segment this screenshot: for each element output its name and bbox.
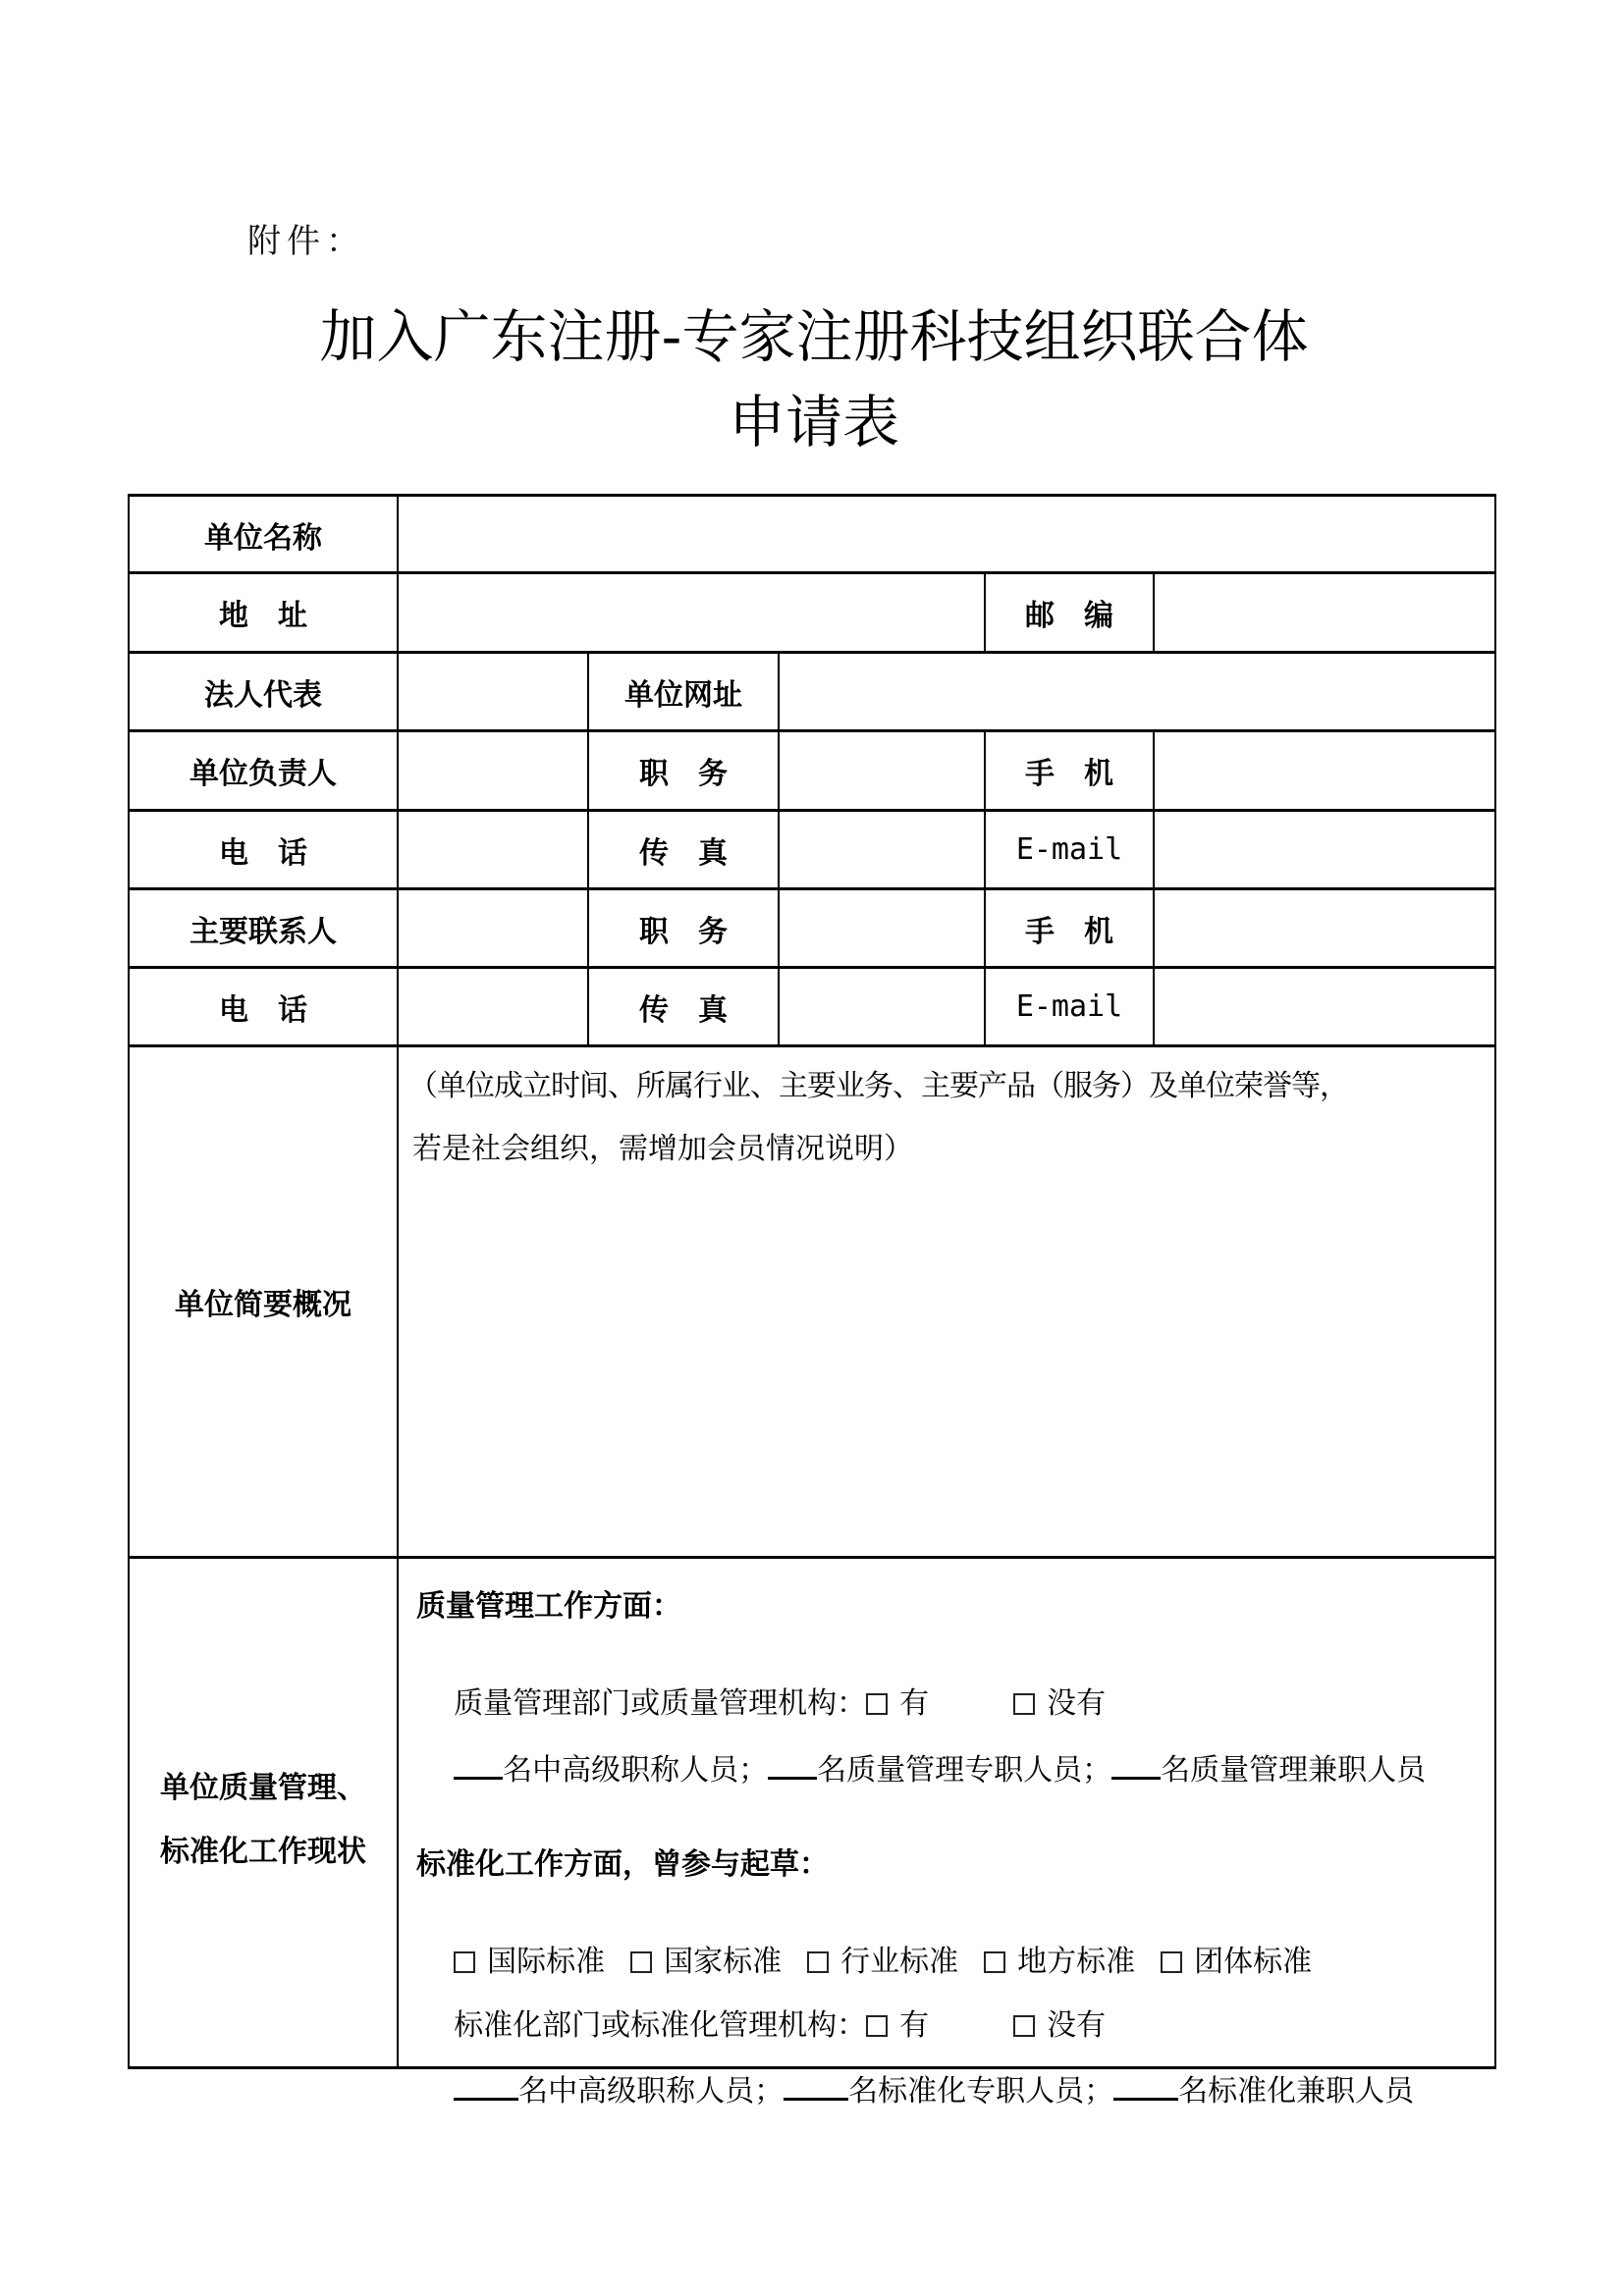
checkbox-icon[interactable] (1161, 1951, 1182, 1973)
quality-org-no-checkbox[interactable] (1013, 1693, 1035, 1715)
contact-label: 主要联系人 (189, 914, 337, 949)
website-field[interactable] (780, 654, 1494, 729)
quality-fulltime-count-field[interactable] (768, 1751, 817, 1780)
quality-org-no-label: 没有 (1047, 1686, 1107, 1721)
form-subtitle: 申请表 (728, 389, 899, 455)
head-fax-label: 传 真 (639, 835, 728, 871)
legal-rep-field[interactable] (399, 654, 587, 729)
legal-rep-label: 法人代表 (204, 677, 322, 713)
std-org-no-label: 没有 (1047, 2008, 1107, 2043)
std-org-yes-checkbox[interactable] (866, 2015, 888, 2037)
checkbox-icon[interactable] (807, 1951, 829, 1973)
attachment-label: 附件： (247, 222, 365, 261)
head-phone-field[interactable] (399, 812, 587, 887)
contact-field[interactable] (399, 890, 587, 966)
quality-section (399, 1559, 1494, 2109)
quality-senior-label: 名中高级职称人员； (503, 1753, 769, 1788)
quality-fulltime-label: 名质量管理专职人员； (817, 1753, 1112, 1788)
checkbox-icon[interactable] (984, 1951, 1005, 1973)
quality-parttime-count-field[interactable] (1111, 1751, 1161, 1780)
contact-phone-field[interactable] (399, 969, 587, 1044)
std-type-label: 国家标准 (664, 1945, 783, 1979)
overview-hint-line2: 若是社会组织，需增加会员情况说明） (412, 1132, 913, 1166)
overview-hint-line1: （单位成立时间、所属行业、主要业务、主要产品（服务）及单位荣誉等， (408, 1069, 1348, 1103)
contact-mobile-label: 手 机 (1025, 914, 1113, 949)
quality-org-label: 质量管理部门或质量管理机构： (454, 1686, 867, 1721)
contact-fax-label: 传 真 (639, 992, 728, 1028)
std-type-option[interactable] (454, 1946, 605, 1979)
contact-email-field[interactable] (1155, 969, 1494, 1044)
overview-field[interactable] (399, 1047, 1494, 1556)
std-staff-row (416, 2039, 1414, 2142)
std-type-option[interactable] (807, 1946, 958, 1979)
head-label: 单位负责人 (189, 757, 337, 791)
head-mobile-label: 手 机 (1025, 757, 1113, 791)
quality-senior-count-field[interactable] (454, 1751, 503, 1780)
head-mobile-field[interactable] (1155, 732, 1494, 809)
std-type-option[interactable] (984, 1946, 1135, 1979)
std-senior-count-field[interactable] (454, 2072, 518, 2101)
head-field[interactable] (399, 732, 587, 809)
address-label: 地 址 (219, 599, 307, 633)
quality-label-line2: 标准化工作现状 (160, 1835, 366, 1869)
contact-phone-label: 电 话 (219, 992, 307, 1028)
head-email-label: E-mail (1015, 832, 1123, 867)
unit-name-label: 单位名称 (204, 520, 322, 556)
address-field[interactable] (399, 574, 984, 651)
quality-label (130, 1559, 397, 2066)
head-position-field[interactable] (780, 732, 984, 809)
checkbox-icon[interactable] (454, 1951, 475, 1973)
contact-position-label: 职 务 (639, 914, 728, 949)
std-type-option[interactable] (630, 1946, 782, 1979)
head-fax-field[interactable] (780, 812, 984, 887)
head-position-label: 职 务 (639, 757, 728, 791)
website-label: 单位网址 (624, 677, 742, 713)
std-type-label: 国际标准 (487, 1945, 606, 1979)
unit-name-field[interactable] (399, 497, 1494, 572)
quality-label-line1: 单位质量管理、 (160, 1771, 366, 1805)
contact-email-label: E-mail (1015, 989, 1123, 1024)
std-fulltime-label: 名标准化专职人员； (848, 2074, 1114, 2109)
contact-position-field[interactable] (780, 890, 984, 966)
contact-fax-field[interactable] (780, 969, 984, 1044)
std-parttime-label: 名标准化兼职人员 (1178, 2074, 1415, 2109)
std-org-yes-label: 有 (899, 2008, 930, 2043)
std-org-no-checkbox[interactable] (1013, 2015, 1035, 2037)
table-border-right (1494, 494, 1496, 2069)
head-email-field[interactable] (1155, 812, 1494, 887)
quality-heading: 质量管理工作方面： (416, 1589, 681, 1624)
std-senior-label: 名中高级职称人员； (518, 2074, 785, 2109)
quality-org-yes-checkbox[interactable] (866, 1693, 888, 1715)
checkbox-icon[interactable] (630, 1951, 652, 1973)
std-fulltime-count-field[interactable] (784, 2072, 848, 2101)
std-type-label: 团体标准 (1194, 1945, 1313, 1979)
std-heading: 标准化工作方面，曾参与起草： (416, 1847, 829, 1882)
std-type-label: 行业标准 (840, 1945, 959, 1979)
std-org-label: 标准化部门或标准化管理机构： (454, 2008, 867, 2043)
quality-parttime-label: 名质量管理兼职人员 (1161, 1753, 1427, 1788)
postcode-label: 邮 编 (1025, 599, 1113, 633)
postcode-field[interactable] (1155, 574, 1494, 651)
quality-org-yes-label: 有 (899, 1686, 930, 1721)
overview-label: 单位简要概况 (175, 1288, 352, 1322)
quality-staff-row (416, 1718, 1426, 1821)
std-type-label: 地方标准 (1017, 1945, 1136, 1979)
std-type-option[interactable] (1161, 1946, 1312, 1979)
std-parttime-count-field[interactable] (1113, 2072, 1178, 2101)
head-phone-label: 电 话 (219, 835, 307, 871)
form-title: 加入广东注册-专家注册科技组织联合体 (319, 303, 1309, 370)
contact-mobile-field[interactable] (1155, 890, 1494, 966)
